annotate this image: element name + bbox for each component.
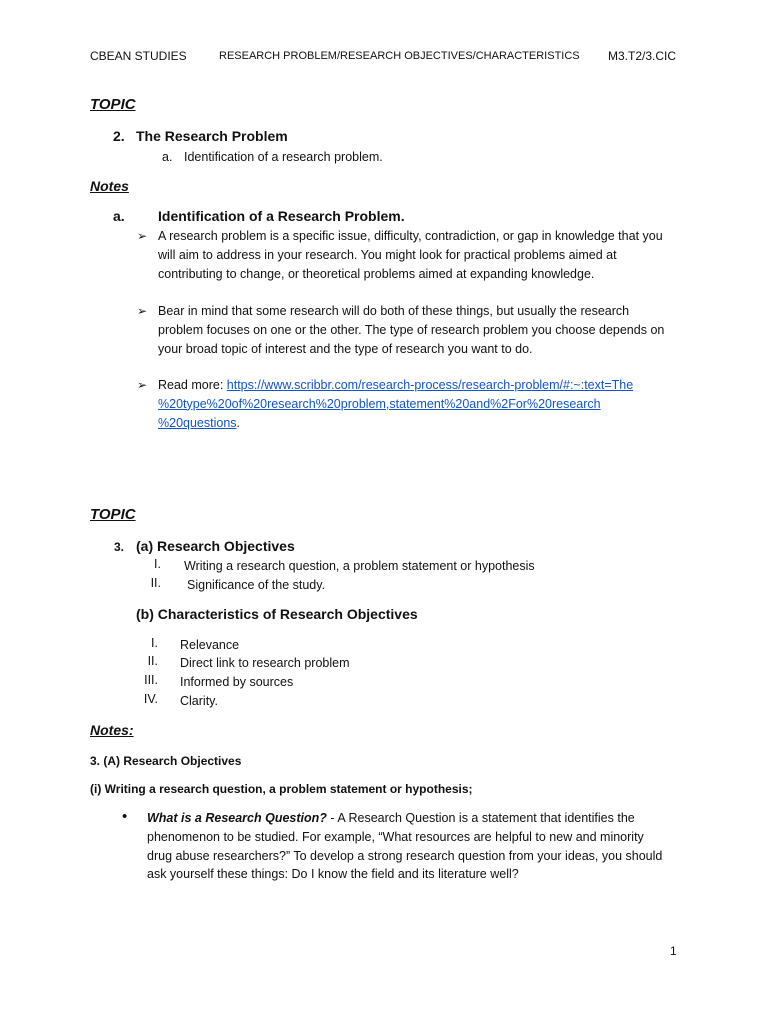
roman-numeral: I.	[151, 636, 158, 650]
text-line: your broad topic of interest and the type of research you want to do.	[158, 341, 533, 356]
header-left: CBEAN STUDIES	[90, 49, 187, 63]
roman-numeral: II.	[150, 576, 161, 590]
text-line	[158, 395, 633, 414]
item-number-2: 2.	[113, 128, 125, 144]
notes-subheading-research-question: (i) Writing a research question, a problem statement or hypothesis;	[90, 782, 473, 796]
arrow-bullet-icon: ➢	[137, 304, 148, 318]
link-trailing-period: .	[236, 415, 241, 430]
notes-letter-a: a.	[113, 208, 125, 224]
roman-numeral: III.	[144, 673, 158, 687]
item-title-research-problem: The Research Problem	[136, 128, 288, 144]
objective-item: Writing a research question, a problem statement or hypothesis	[184, 559, 535, 573]
characteristic-item: Direct link to research problem	[180, 656, 350, 670]
item-title-characteristics: (b) Characteristics of Research Objectives	[136, 606, 418, 622]
text-line: phenomenon to be studied. For example, “What resources are helpful to new and minority	[147, 829, 644, 844]
text-line: drug abuse researchers?” To develop a strong research question from your ideas, you should	[147, 848, 663, 863]
text-line: problem focuses on one or the other. The type of research problem you choose depends on	[158, 322, 665, 337]
scribbr-link[interactable]: https://www.scribbr.com/research-process/research-problem/#:~:text=The	[226, 378, 634, 392]
page-number: 1	[670, 944, 677, 958]
characteristic-item: Informed by sources	[180, 675, 294, 689]
arrow-bullet-icon: ➢	[137, 378, 148, 392]
characteristic-item: Relevance	[180, 638, 240, 652]
roman-numeral: II.	[147, 654, 158, 668]
topic-heading-1: TOPIC	[90, 96, 136, 113]
roman-numeral: I.	[154, 557, 161, 571]
sub-letter-a: a.	[162, 150, 173, 164]
notes-subheading-objectives: 3. (A) Research Objectives	[90, 754, 242, 768]
header-center: RESEARCH PROBLEM/RESEARCH OBJECTIVES/CHARACTERISTICS	[219, 50, 580, 62]
notes-subheading-identification: Identification of a Research Problem.	[158, 208, 405, 224]
notes-heading-2: Notes:	[90, 722, 134, 738]
read-more-block	[158, 376, 633, 432]
text-line: contributing to change, or theoretical problems aimed at expanding knowledge.	[158, 266, 595, 281]
text-line: ask yourself these things: Do I know the field and its literature well?	[147, 867, 519, 882]
roman-numeral: IV.	[143, 692, 158, 706]
text-line	[158, 376, 633, 395]
scribbr-link[interactable]: %20questions	[158, 415, 237, 430]
header-right: M3.T2/3.CIC	[608, 49, 677, 63]
topic-heading-2: TOPIC	[90, 506, 136, 523]
arrow-bullet-icon: ➢	[137, 229, 148, 243]
paragraph-research-question	[147, 809, 662, 884]
definition-text: - A Research Question is a statement that identifies the	[326, 811, 635, 825]
scribbr-link[interactable]: %20type%20of%20research%20problem,statement%20and%2For%20research	[158, 396, 601, 411]
read-more-label: Read more:	[158, 378, 227, 392]
text-line: Bear in mind that some research will do both of these things, but usually the research	[158, 304, 630, 318]
text-line	[147, 809, 662, 828]
paragraph-research-focus	[158, 302, 664, 358]
item-title-research-objectives: (a) Research Objectives	[136, 538, 295, 554]
paragraph-research-problem-definition	[158, 227, 663, 283]
objective-item: Significance of the study.	[187, 578, 326, 592]
notes-heading-1: Notes	[90, 178, 129, 194]
sub-text-identification: Identification of a research problem.	[184, 150, 383, 164]
item-number-3: 3.	[114, 540, 125, 554]
term-research-question: What is a Research Question?	[147, 811, 327, 825]
text-line	[158, 414, 633, 433]
text-line: will aim to address in your research. You might look for practical problems aimed at	[158, 247, 617, 262]
characteristic-item: Clarity.	[180, 694, 218, 708]
text-line: A research problem is a specific issue, difficulty, contradiction, or gap in knowledge that you	[158, 229, 663, 243]
bullet-icon: •	[122, 808, 128, 825]
